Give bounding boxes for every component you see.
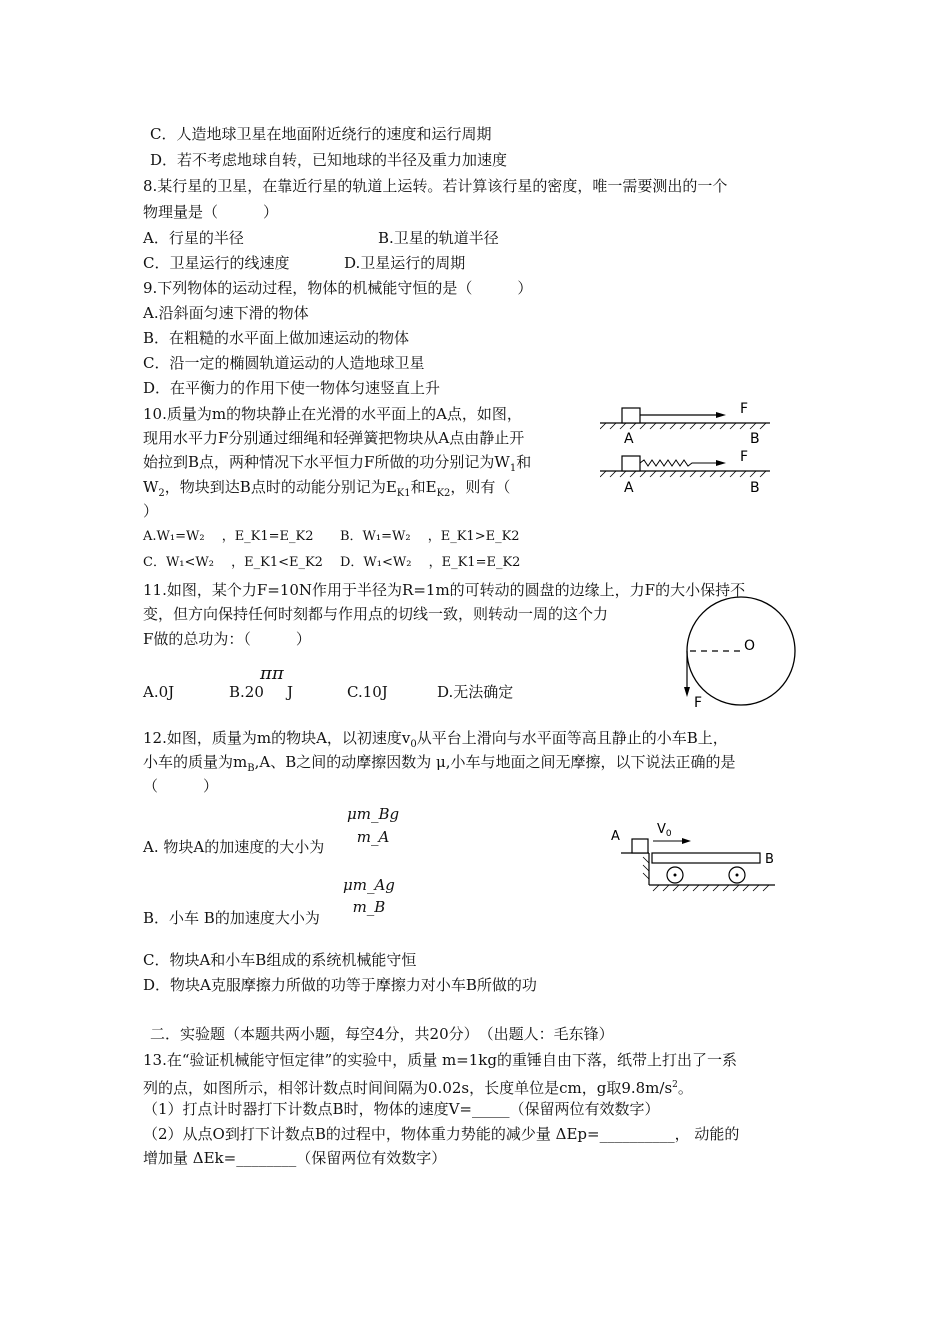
q11-option-b: B.20 bbox=[229, 683, 264, 701]
q11-pi-symbols: ππ bbox=[260, 663, 284, 684]
q13-line4: （2）从点O到打下计数点B的过程中，物体重力势能的减少量 ΔEp=__________， 动能的 bbox=[143, 1125, 740, 1143]
fig2-label-F: F bbox=[740, 449, 749, 465]
q9-option-c: C．沿一定的椭圆轨道运动的人造地球卫星 bbox=[143, 354, 425, 372]
cart-fig-label-V: $V_0$ bbox=[657, 822, 672, 839]
q13-line1: 13.在“验证机械能守恒定律”的实验中，质量 m=1kg的重锤自由下落，纸带上打出了一系 bbox=[143, 1051, 737, 1069]
cart-fig-label-B: B bbox=[765, 852, 774, 867]
cart-fig-label-A: A bbox=[611, 829, 620, 844]
q11-line1: 11.如图，某个力F=10N作用于半径为R=1m的可转动的圆盘的边缘上，力F的大小保持不 bbox=[143, 581, 746, 599]
q12-option-a: A. 物块A的加速度的大小为 bbox=[143, 838, 325, 856]
q8-option-b: B.卫星的轨道半径 bbox=[378, 229, 499, 247]
q12-option-a-fraction bbox=[347, 805, 399, 846]
q12-cart-diagram bbox=[605, 815, 780, 895]
q12-option-a-numerator: μm_Bg bbox=[347, 805, 400, 823]
q10-line3: 始拉到B点，两种情况下水平恒力F所做的功分别记为$W_1$和 bbox=[143, 453, 532, 474]
q9-option-b: B．在粗糙的水平面上做加速运动的物体 bbox=[143, 329, 410, 347]
fig1-label-F: F bbox=[740, 401, 749, 417]
disk-force-label: F bbox=[694, 695, 703, 711]
q7-option-d: D．若不考虑地球自转，已知地球的半径及重力加速度 bbox=[150, 151, 508, 169]
q11-option-c: C.10J bbox=[347, 683, 388, 701]
q13-line5: 增加量 ΔEk=________（保留两位有效数字） bbox=[143, 1149, 447, 1167]
fig2-label-B: B bbox=[750, 480, 760, 496]
q12-option-c: C．物块A和小车B组成的系统机械能守恒 bbox=[143, 951, 417, 969]
q11-disk-diagram bbox=[670, 595, 800, 720]
q12-line1: 12.如图，质量为m的物块A，以初速度$v_0$从平台上滑向与水平面等高且静止的小车B上， bbox=[143, 729, 728, 750]
q10-option-a: A.W₁=W₂ ，E_K1=E_K2 bbox=[143, 529, 314, 544]
q11-option-a: A.0J bbox=[143, 683, 175, 701]
fig1-label-B: B bbox=[750, 431, 760, 447]
q10-option-c: C．W₁<W₂ ，E_K1<E_K2 bbox=[143, 555, 323, 570]
disk-center-label: O bbox=[744, 638, 756, 654]
q8-option-a: A．行星的半径 bbox=[143, 229, 244, 247]
q12-option-a-denominator: m_A bbox=[356, 828, 390, 846]
q10-option-b: B．W₁=W₂ ，E_K1>E_K2 bbox=[340, 529, 520, 544]
section2-title: 二．实验题（本题共两小题，每空4分，共20分） （出题人：毛东锋） bbox=[150, 1025, 614, 1043]
q10-line4: $W_2$，物块到达B点时的动能分别记为$E_{K1}$和$E_{K2}$，则有（ bbox=[143, 478, 511, 499]
q10-line2: 现用水平力F分别通过细绳和轻弹簧把物块从A点由静止开 bbox=[143, 429, 525, 447]
q10-line1: 10.质量为m的物块静止在光滑的水平面上的A点，如图， bbox=[143, 405, 522, 423]
q12-line3: （ ） bbox=[143, 777, 219, 795]
q13-line2: 列的点，如图所示，相邻计数点时间间隔为0.02s，长度单位是cm，g取$9.8m/s^2$。 bbox=[143, 1079, 693, 1097]
q8-option-d: D.卫星运行的周期 bbox=[344, 254, 466, 272]
q9-option-d: D．在平衡力的作用下使一物体匀速竖直上升 bbox=[143, 379, 441, 397]
q12-option-b-denominator: m_B bbox=[352, 898, 386, 916]
q11-line3: F做的总功为：（ ） bbox=[143, 630, 311, 648]
q10-line5: ） bbox=[143, 502, 159, 520]
q8-option-c: C．卫星运行的线速度 bbox=[143, 254, 290, 272]
q8-stem-line1: 8.某行星的卫星，在靠近行星的轨道上运转。若计算该行星的密度，唯一需要测出的一个 bbox=[143, 177, 728, 195]
q10-option-d: D．W₁<W₂ ，E_K1=E_K2 bbox=[340, 555, 521, 570]
q10-diagram bbox=[600, 395, 785, 505]
q11-line2: 变，但方向保持任何时刻都与作用点的切线一致，则转动一周的这个力 bbox=[143, 605, 609, 623]
q13-line3: （1）打点计时器打下计数点B时，物体的速度V=_____（保留两位有效数字） bbox=[143, 1100, 660, 1118]
fig1-label-A: A bbox=[624, 431, 634, 447]
q7-option-c: C．人造地球卫星在地面附近绕行的速度和运行周期 bbox=[150, 125, 492, 143]
q12-option-b-fraction bbox=[343, 876, 395, 916]
q12-option-d: D．物块A克服摩擦力所做的功等于摩擦力对小车B所做的功 bbox=[143, 976, 537, 994]
fig2-label-A: A bbox=[624, 480, 634, 496]
q11-option-b-unit: J bbox=[287, 683, 294, 701]
q12-line2: 小车的质量为$m_B,A$、B之间的动摩擦因数为 μ,小车与地面之间无摩擦，以下说法正确的是 bbox=[143, 753, 736, 774]
q12-option-b-numerator: μm_Ag bbox=[343, 876, 395, 894]
q8-stem-line2: 物理量是（ ） bbox=[143, 203, 279, 221]
q9-stem: 9.下列物体的运动过程，物体的机械能守恒的是（ ） bbox=[143, 279, 533, 297]
q9-option-a: A.沿斜面匀速下滑的物体 bbox=[143, 304, 309, 322]
q11-option-d: D.无法确定 bbox=[437, 683, 514, 701]
q12-option-b: B．小车 B的加速度大小为 bbox=[143, 909, 320, 927]
